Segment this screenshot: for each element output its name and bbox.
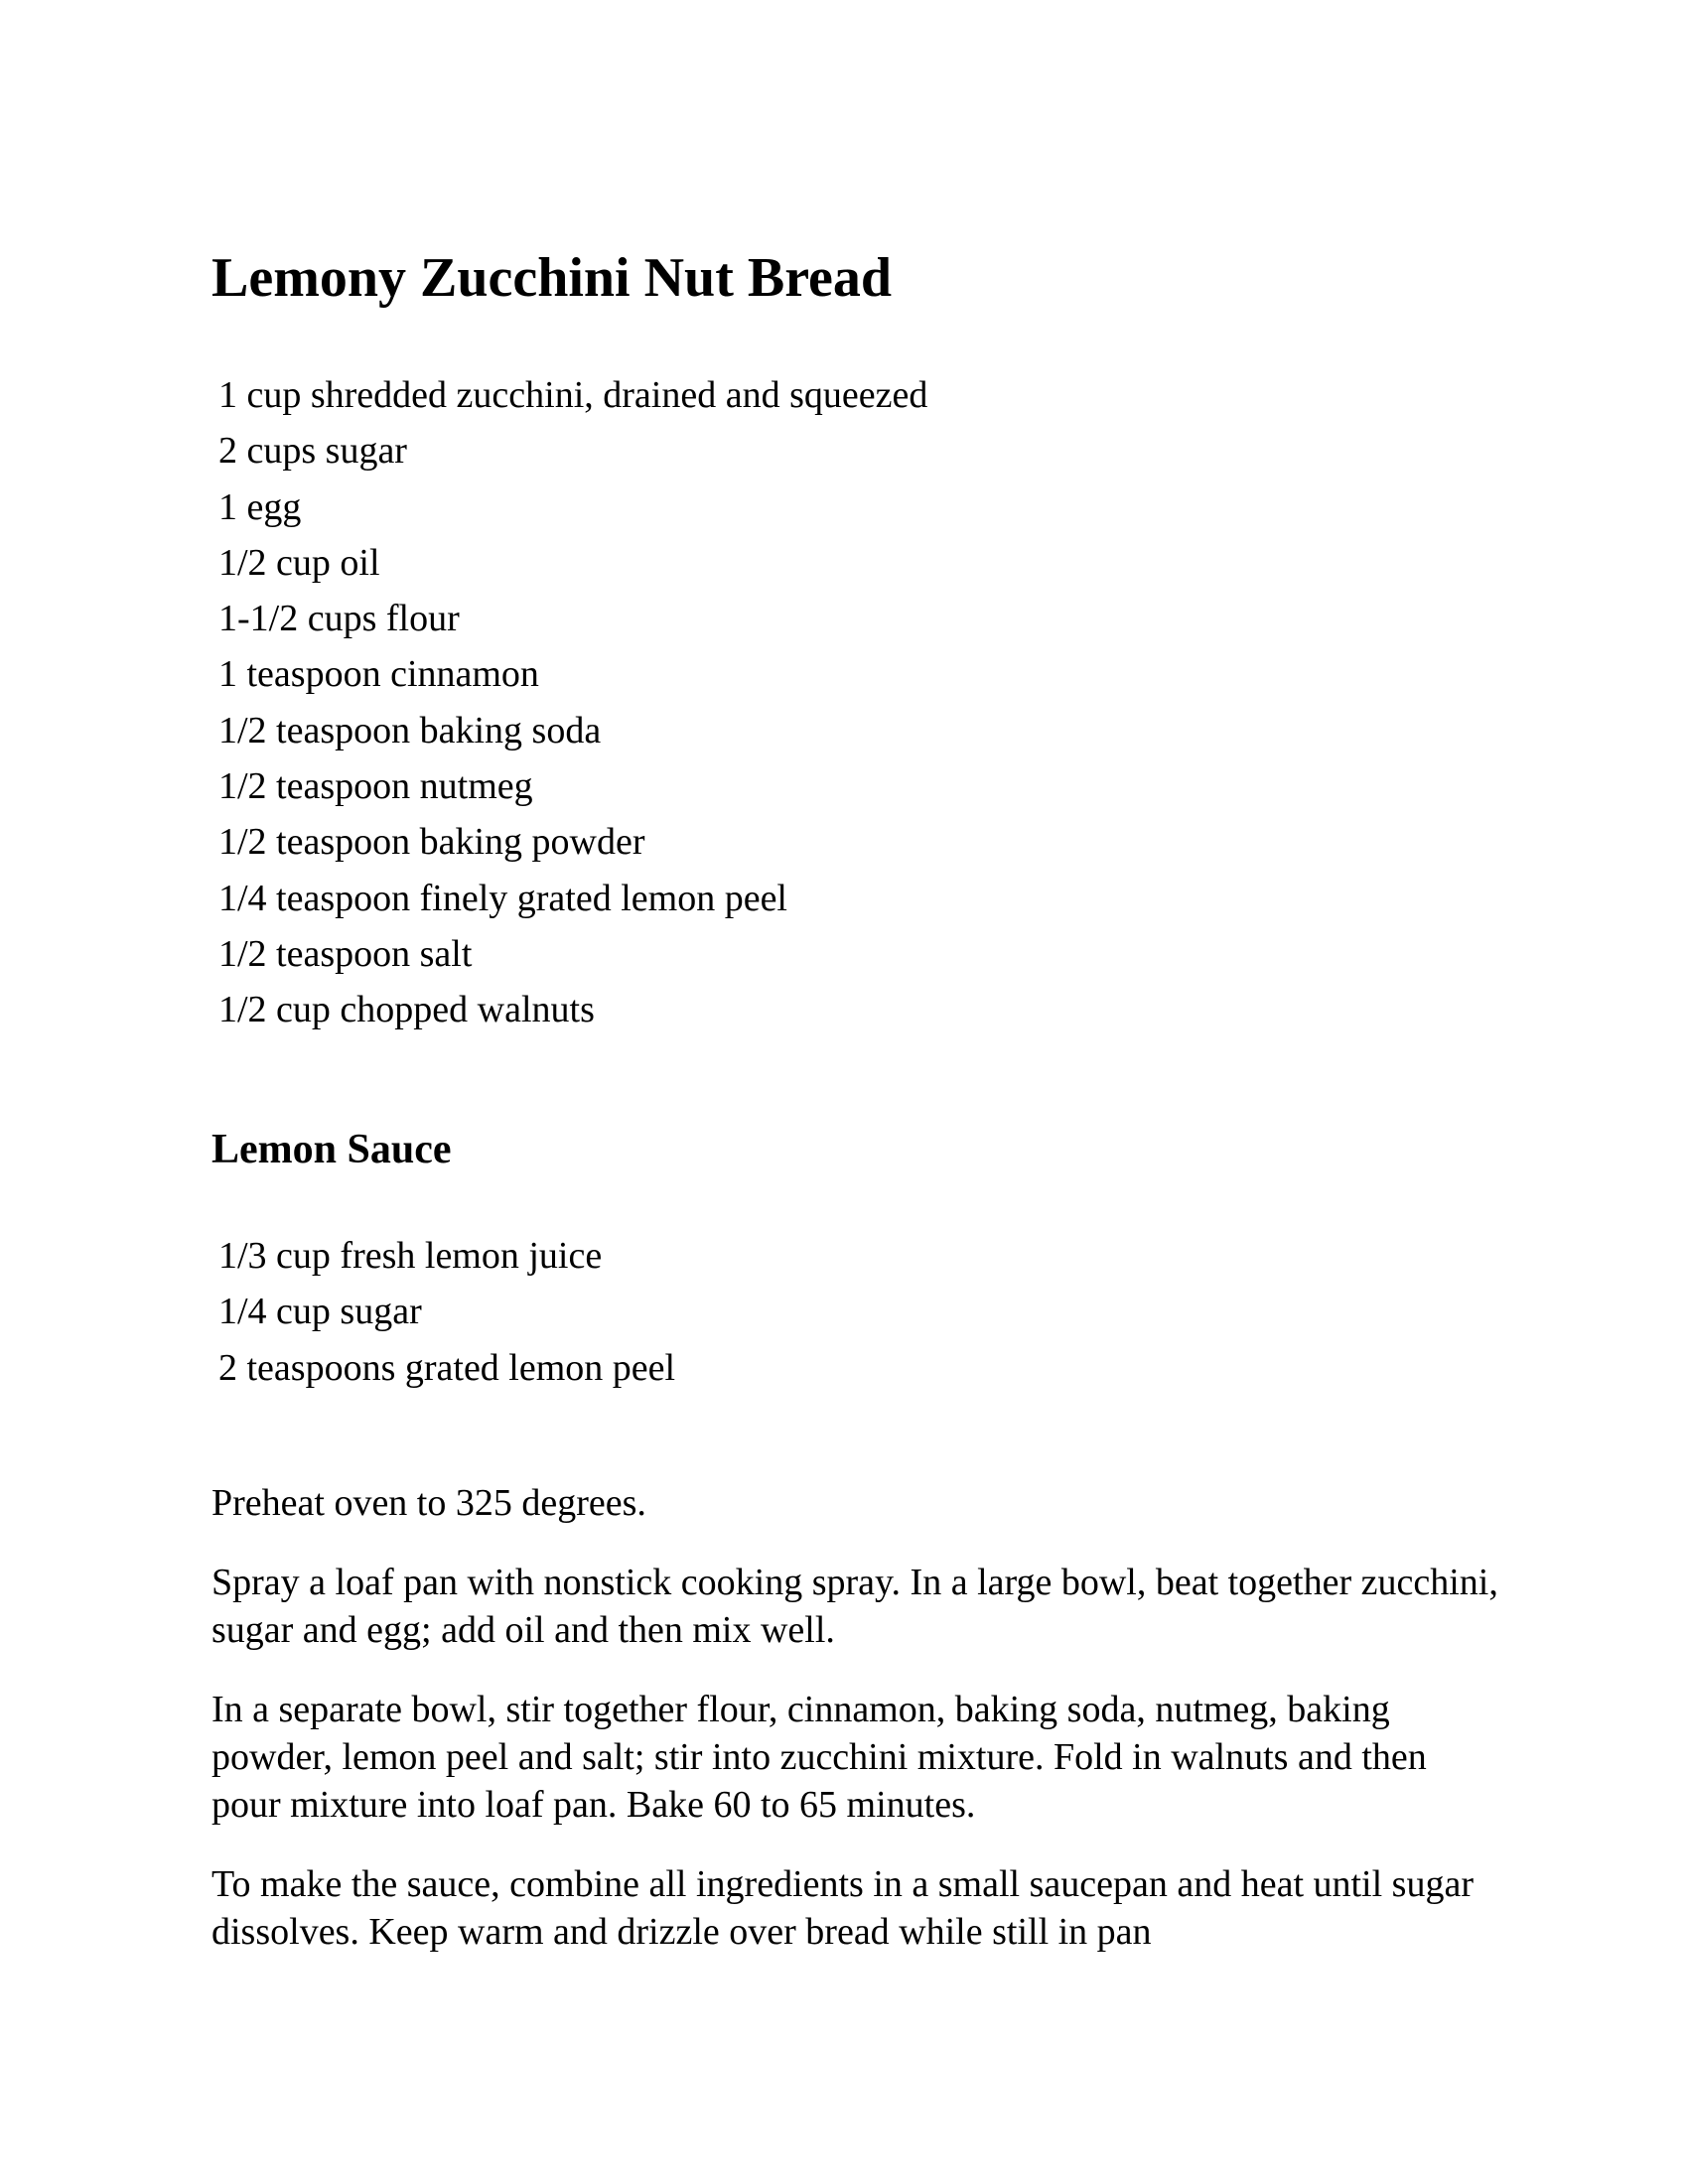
ingredient-item: 1/2 teaspoon salt <box>218 932 473 975</box>
ingredient-item: 1/2 teaspoon baking soda <box>218 709 602 751</box>
sauce-ingredient-list <box>218 1228 675 1396</box>
ingredient-item: 1/2 teaspoon baking powder <box>218 821 645 864</box>
direction-step: In a separate bowl, stir together flour, cinnamon, baking soda, nutmeg, baking powder, lemon peel and salt; stir into zucchini mixture. Fold in walnuts and then pour mixture into loaf pan. Bake 60 to 65 minutes. <box>211 1689 1427 1826</box>
direction-step: To make the sauce, combine all ingredients in a small saucepan and heat until sugar dissolves. Keep warm and drizzle over bread while still in pan <box>211 1863 1474 1953</box>
ingredient-item: 1 teaspoon cinnamon <box>218 653 539 696</box>
recipe-title: Lemony Zucchini Nut Bread <box>211 247 893 309</box>
ingredient-item: 1-1/2 cups flour <box>218 598 460 640</box>
direction-step: Spray a loaf pan with nonstick cooking spray. In a large bowl, beat together zucchini, sugar and egg; add oil and then mix well. <box>211 1562 1498 1651</box>
sauce-title: Lemon Sauce <box>211 1127 452 1172</box>
bread-ingredient-list <box>218 367 927 1038</box>
sauce-ingredient-item: 1/4 cup sugar <box>218 1291 422 1333</box>
ingredient-item: 1/4 teaspoon finely grated lemon peel <box>218 877 787 919</box>
ingredient-item: 1 egg <box>218 485 302 528</box>
ingredient-item: 1/2 cup oil <box>218 541 380 584</box>
ingredient-item: 1/2 teaspoon nutmeg <box>218 765 533 808</box>
sauce-ingredient-item: 2 teaspoons grated lemon peel <box>218 1346 676 1389</box>
sauce-ingredient-item: 1/3 cup fresh lemon juice <box>218 1235 603 1277</box>
direction-step: Preheat oven to 325 degrees. <box>211 1482 646 1524</box>
ingredient-item: 1/2 cup chopped walnuts <box>218 989 595 1031</box>
ingredient-item: 1 cup shredded zucchini, drained and squeezed <box>218 374 928 416</box>
ingredient-item: 2 cups sugar <box>218 430 407 473</box>
